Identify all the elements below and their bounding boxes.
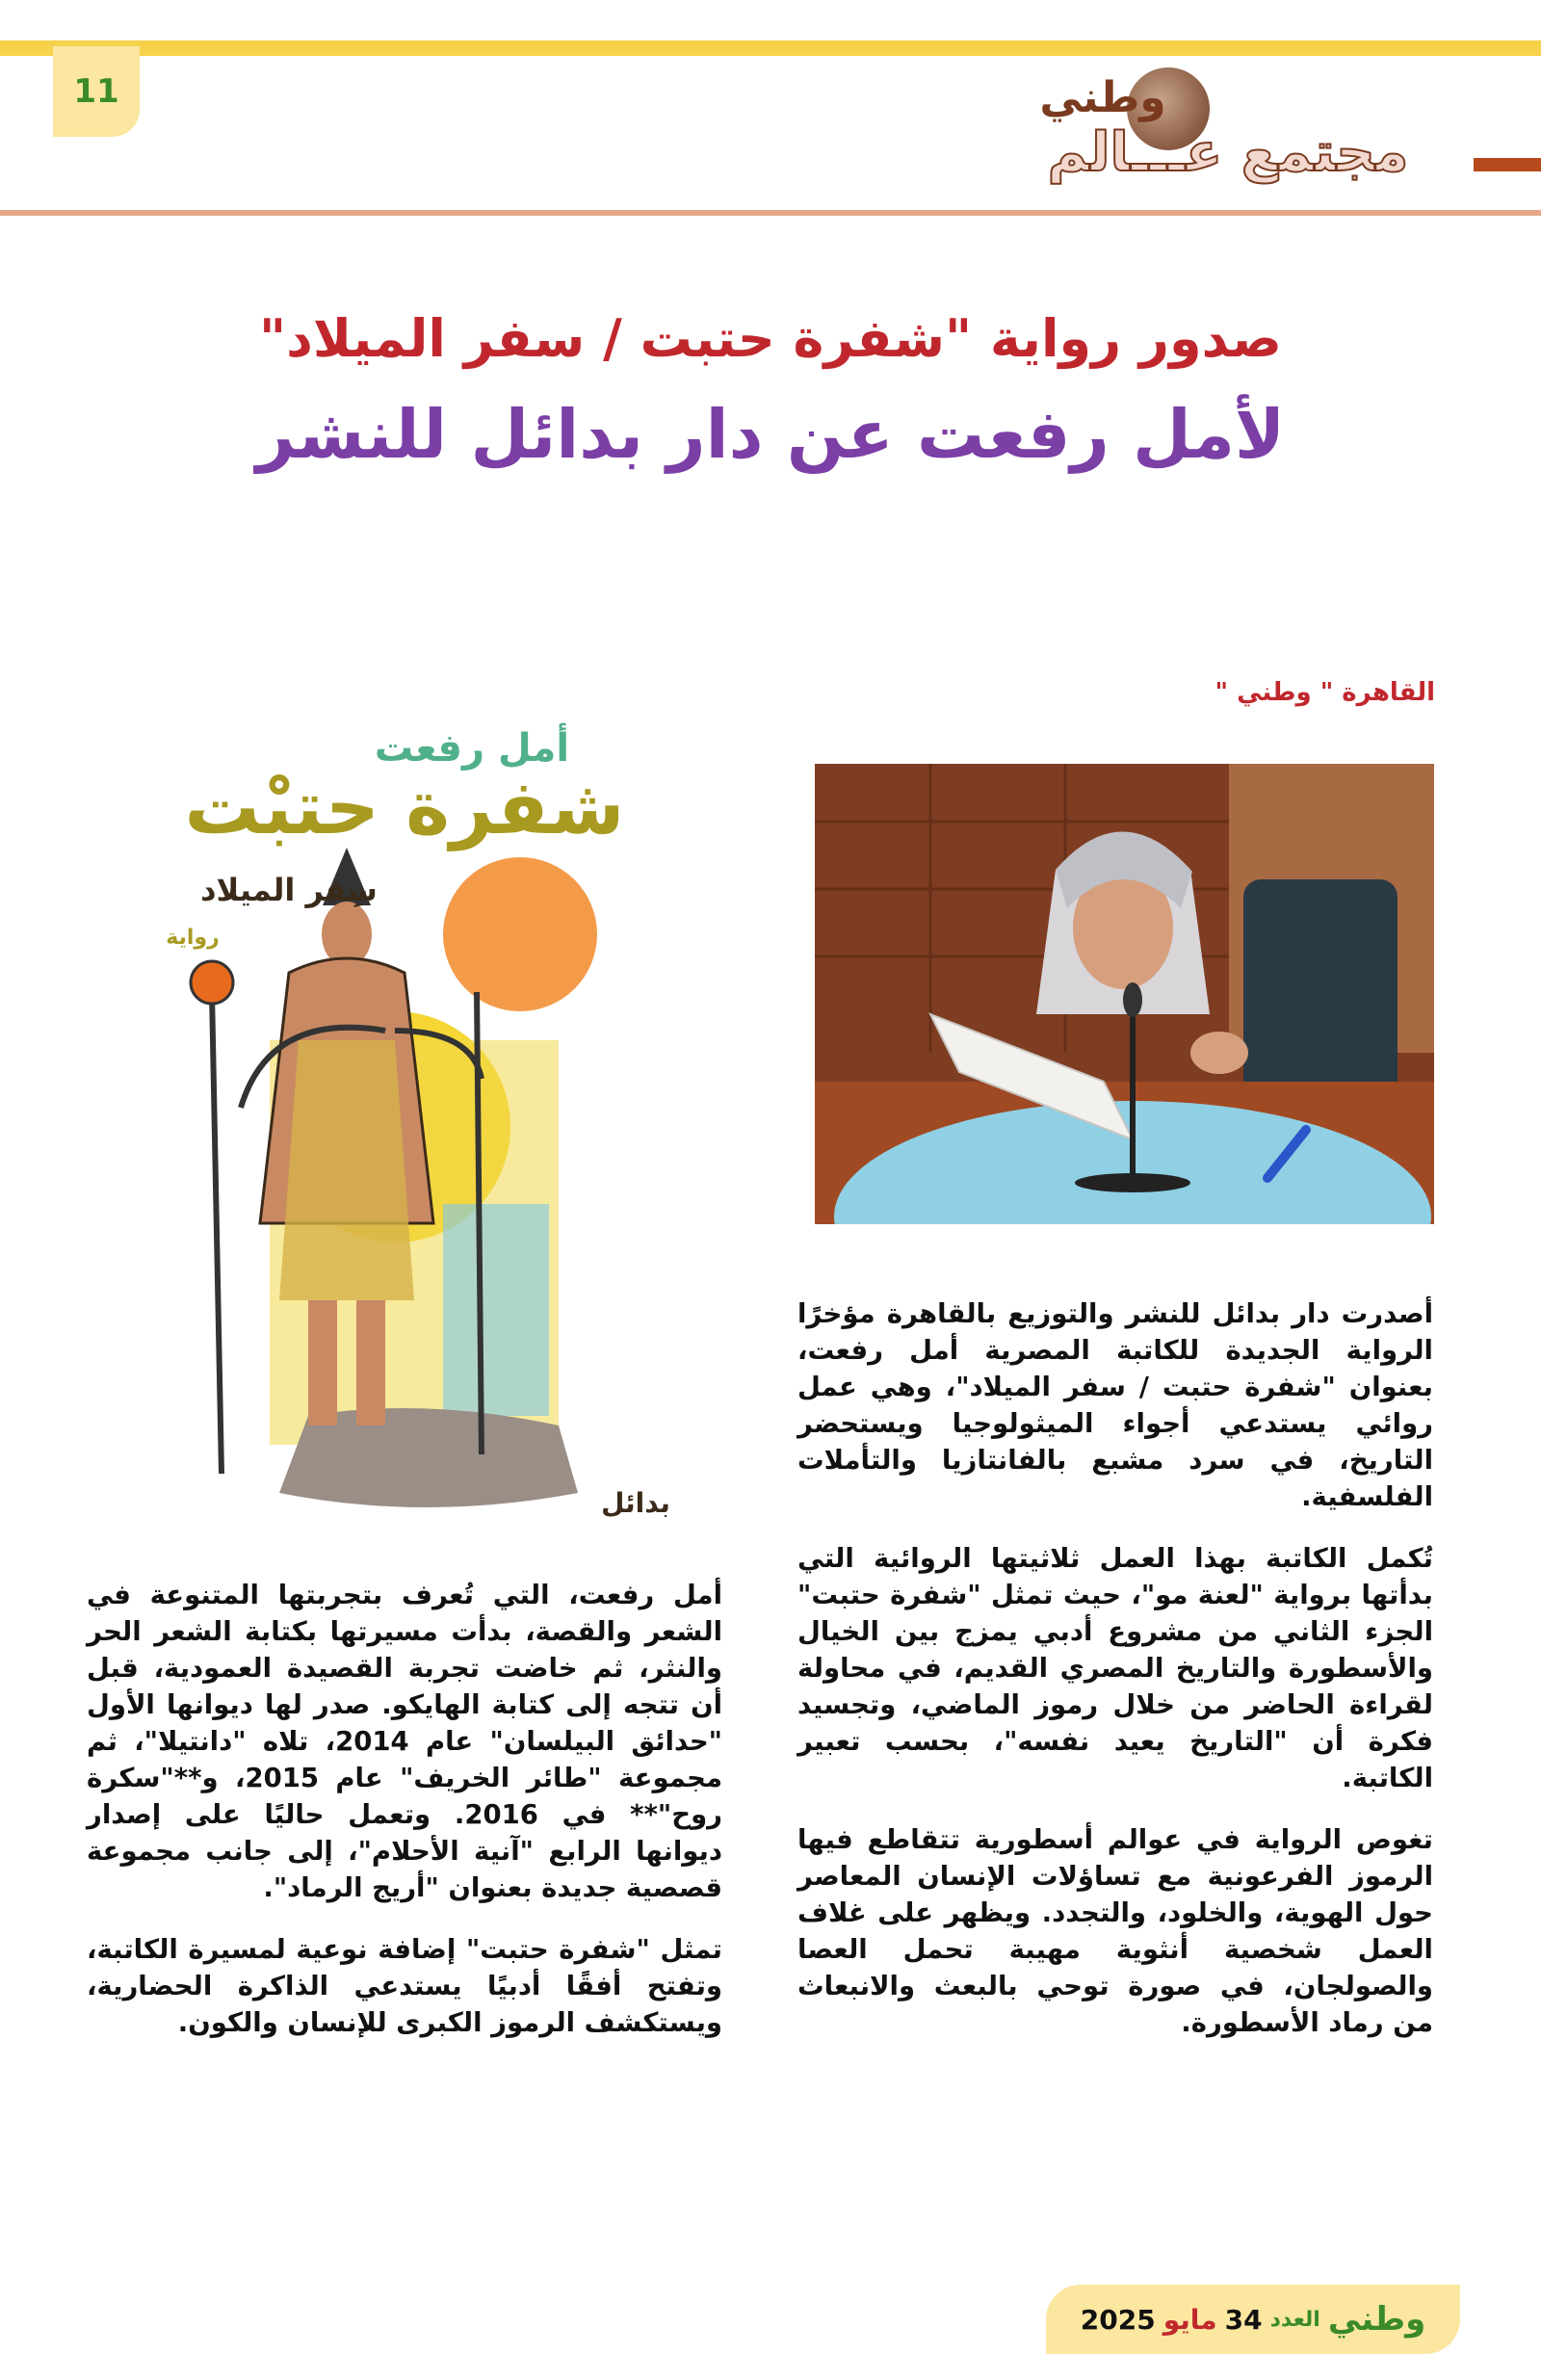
footer-month: مايو (1162, 2303, 1217, 2336)
cover-author-text: أمل رفعت (374, 726, 570, 771)
author-reading-photo (815, 764, 1434, 1224)
cover-publisher-logo: بدائل (601, 1487, 670, 1519)
cover-genre-text: رواية (166, 926, 220, 950)
magazine-logo (982, 62, 1541, 196)
cover-subtitle-text: سِفر الميلاد (200, 872, 378, 908)
article-paragraph: تمثل "شفرة حتبت" إضافة نوعية لمسيرة الكاتبة، وتفتح أفقًا أدبيًا يستدعي الذاكرة الحضارية، ويستكشف الرموز الكبرى للإنسان والكون. (87, 1934, 722, 2038)
article-paragraph: تُكمل الكاتبة بهذا العمل ثلاثيتها الروائية التي بدأتها برواية "لعنة مو"، حيث تمثل "شفرة حتبت" الجزء الثاني من مشروع أدبي يمزج بين الخيال والأسطورة والتاريخ المصري القديم، في محاولة لقراءة الحاضر من خلال رموز الماضي، وتجسيد فكرة أن "التاريخ يعيد نفسه"، بحسب تعبير الكاتبة. (797, 1543, 1433, 1793)
cover-title-text: شفرة حتبْت (184, 765, 625, 851)
book-cover-image (154, 626, 693, 1551)
footer-issue-label: العدد (1269, 2307, 1320, 2332)
dateline: القاهرة " وطني " (1215, 678, 1435, 707)
headline-line-2: لأمل رفعت عن دار بدائل للنشر (255, 395, 1286, 474)
article-paragraph: أصدرت دار بدائل للنشر والتوزيع بالقاهرة مؤخرًا الرواية الجديدة للكاتبة المصرية أمل رفعت، بعنوان "شفرة حتبت / سفر الميلاد"، وهي عمل روائي يستدعي أجواء الميثولوجيا ويستحضر التاريخ، في سرد مشبع بالفانتازيا والتأملات الفلسفية. (797, 1298, 1433, 1512)
headline-line-1: صدور رواية "شفرة حتبت / سفر الميلاد" (259, 308, 1282, 369)
logo-wordmark-main: مجتمع عـــالم (1047, 121, 1409, 184)
footer-brand: وطني (1327, 2300, 1426, 2339)
header-rule (0, 210, 1541, 216)
logo-wordmark-top: وطني (1039, 73, 1166, 122)
logo-accent-bar (1474, 158, 1541, 171)
article-column-right (797, 1295, 1433, 2066)
top-accent-bar (0, 40, 1541, 56)
footer-issue-badge (1046, 2285, 1460, 2354)
footer-issue-number: 34 (1224, 2303, 1263, 2336)
article-paragraph: أمل رفعت، التي تُعرف بتجربتها المتنوعة في الشعر والقصة، بدأت مسيرتها بكتابة الشعر الحر والنثر، ثم خاضت تجربة القصيدة العمودية، قبل أن تتجه إلى كتابة الهايكو. صدر لها ديوانها الأول "حدائق البيلسان" عام 2014، تلاه "دانتيلا"، ثم مجموعة "طائر الخريف" عام 2015، و**"سكرة روح"** في 2016. وتعمل حاليًا على إصدار ديوانها الرابع "آنية الأحلام"، إلى جانب مجموعة قصصية جديدة بعنوان "أريج الرماد". (87, 1580, 722, 1903)
footer-year: 2025 (1080, 2303, 1156, 2336)
page-number: 11 (53, 46, 140, 137)
article-paragraph: تغوص الرواية في عوالم أسطورية تتقاطع فيها الرموز الفرعونية مع تساؤلات الإنسان المعاصر حول الهوية، والخلود، والتجدد. ويظهر على غلاف العمل شخصية أنثوية مهيبة تحمل العصا والصولجان، في صورة توحي بالبعث والانبعاث من رماد الأسطورة. (797, 1824, 1433, 2038)
article-column-left (87, 1577, 722, 2066)
